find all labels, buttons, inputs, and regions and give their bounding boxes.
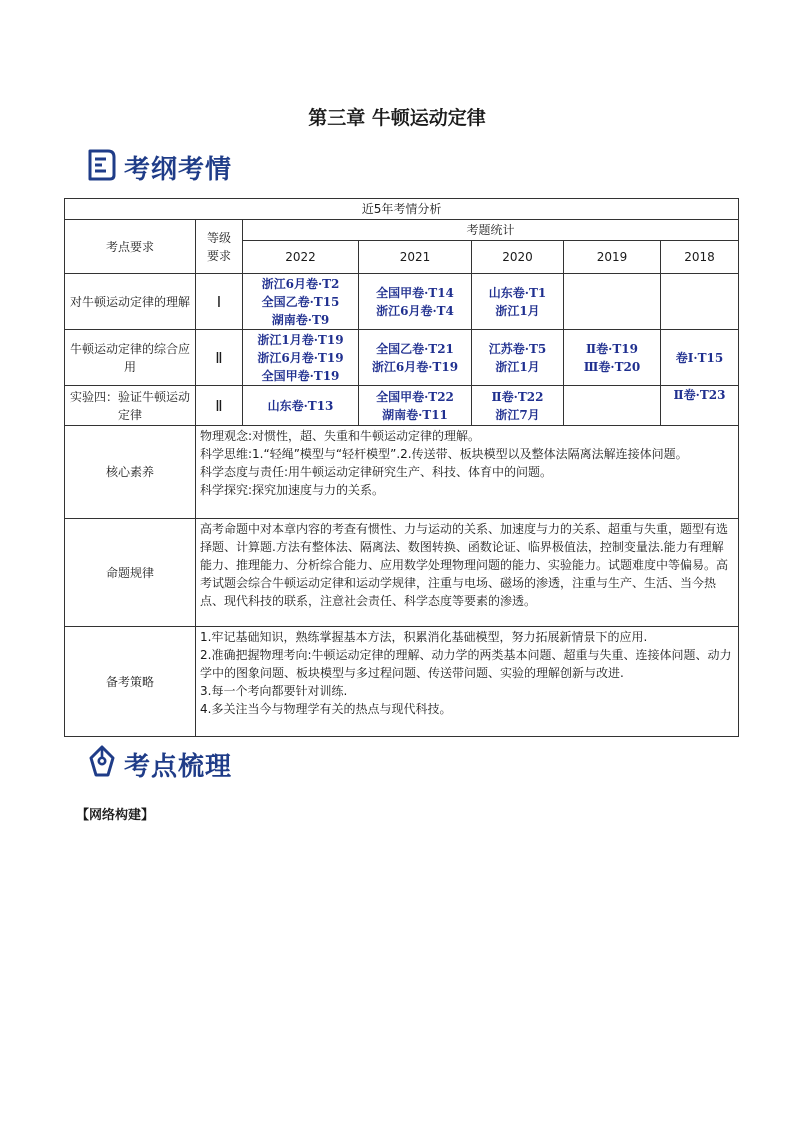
ref-item: 浙江1月 [495, 359, 540, 374]
header-year: 2019 [564, 241, 661, 274]
strategy-line: 4.多关注当今与物理学有关的热点与现代科技。 [200, 702, 452, 716]
topic-cell: 对牛顿运动定律的理解 [65, 274, 196, 330]
topic-cell: 实验四：验证牛顿运动定律 [65, 386, 196, 426]
ref-item: 浙江6月卷·T4 [376, 303, 454, 318]
header-stats: 考题统计 [243, 220, 739, 241]
core-literacy-content [196, 426, 739, 519]
ref-item: 山东卷·T1 [488, 285, 547, 300]
ref-item: 浙江1月 [495, 303, 540, 318]
ref-item: 全国乙卷·T21 [376, 341, 454, 356]
proposition-rule-label: 命题规律 [65, 519, 196, 627]
header-year: 2022 [243, 241, 359, 274]
level-cell: Ⅱ [196, 330, 243, 386]
ref-item: 湖南卷·T11 [382, 407, 448, 422]
table-row [65, 330, 739, 386]
core-line: 科学思维:1.“轻绳”模型与“轻杆模型”.2.传送带、板块模型以及整体法隔离法解连接体问题。 [200, 447, 688, 461]
ref-item: Ⅲ卷·T20 [583, 359, 641, 374]
section-header-syllabus [86, 148, 232, 186]
ref-item: 浙江6月卷·T19 [257, 350, 344, 365]
exam-analysis-table [64, 198, 739, 737]
chapter-title: 第三章 牛顿运动定律 [308, 107, 486, 129]
header-year: 2020 [472, 241, 564, 274]
ref-item: 浙江6月卷·T2 [261, 276, 340, 291]
level-cell: Ⅰ [196, 274, 243, 330]
core-line: 科学态度与责任:用牛顿运动定律研究生产、科技、体育中的问题。 [200, 465, 553, 479]
notepad-icon [86, 148, 118, 186]
strategy-line: 3.每一个考向都要针对训练. [200, 684, 348, 698]
table-caption: 近5年考情分析 [65, 199, 739, 220]
ref-cell [564, 330, 661, 386]
ref-item: 卷Ⅰ·T15 [675, 350, 724, 365]
ref-item: 山东卷·T13 [267, 398, 334, 413]
proposition-rule-content: 高考命题中对本章内容的考查有惯性、力与运动的关系、加速度与力的关系、超重与失重，题型有选择题、计算题.方法有整体法、隔离法、数图转换、函数论证、临界极值法，控制变量法.能力有理解能力、推理能力、分析综合能力、应用数学处理物理问题的能力、实验能力。试题难度中等偏易。高考试题会综合牛顿运动定律和运动学规律，注重与电场、磁场的渗透，注重与生产、生活、当今热点、现代科技的联系，注意社会责任、科学态度等要素的渗透。 [196, 519, 739, 627]
header-requirement: 考点要求 [65, 220, 196, 274]
topic-cell: 牛顿运动定律的综合应用 [65, 330, 196, 386]
ref-cell-empty [564, 386, 661, 426]
pen-nib-icon [86, 744, 118, 784]
ref-item: 浙江6月卷·T19 [371, 359, 459, 374]
ref-cell [359, 274, 472, 330]
ref-item: 全国甲卷·T19 [261, 368, 340, 383]
ref-cell [661, 330, 739, 386]
ref-item: 全国乙卷·T15 [261, 294, 340, 309]
section-header-points [86, 744, 232, 784]
ref-cell [243, 330, 359, 386]
table-row [65, 386, 739, 426]
ref-item: Ⅱ卷·T19 [586, 341, 638, 356]
ref-item: 浙江1月卷·T19 [257, 332, 344, 347]
ref-cell [243, 386, 359, 426]
ref-item: Ⅱ卷·T23 [673, 388, 726, 402]
strategy-line: 1.牢记基础知识，熟练掌握基本方法，积累消化基础模型，努力拓展新情景下的应用. [200, 630, 648, 644]
ref-item: 湖南卷·T9 [271, 312, 330, 327]
header-year: 2018 [661, 241, 739, 274]
ref-item: 江苏卷·T5 [488, 341, 547, 356]
ref-cell [472, 386, 564, 426]
strategy-label: 备考策略 [65, 627, 196, 737]
level-cell: Ⅱ [196, 386, 243, 426]
strategy-line: 2.准确把握物理考向:牛顿运动定律的理解、动力学的两类基本问题、超重与失重、连接体问题、动力学中的图象问题、板块模型与多过程问题、传送带问题、实验的理解创新与改进. [200, 648, 732, 680]
ref-cell [359, 330, 472, 386]
ref-cell [359, 386, 472, 426]
ref-cell-empty [564, 274, 661, 330]
ref-item: 全国甲卷·T14 [376, 285, 454, 300]
network-construction-label: 【网络构建】 [76, 808, 155, 823]
core-line: 科学探究:探究加速度与力的关系。 [200, 483, 385, 497]
core-line: 物理观念:对惯性，超、失重和牛顿运动定律的理解。 [200, 429, 481, 443]
ref-item: Ⅱ卷·T22 [491, 389, 544, 404]
ref-cell-empty [661, 274, 739, 330]
section-title-syllabus: 考纲考情 [124, 154, 233, 185]
header-year: 2021 [359, 241, 472, 274]
strategy-content [196, 627, 739, 737]
core-literacy-label: 核心素养 [65, 426, 196, 519]
ref-cell [243, 274, 359, 330]
ref-cell [472, 330, 564, 386]
header-level: 等级要求 [196, 220, 243, 274]
ref-item: 全国甲卷·T22 [376, 389, 454, 404]
ref-item: 浙江7月 [495, 407, 540, 422]
ref-cell [472, 274, 564, 330]
table-row [65, 274, 739, 330]
section-title-points: 考点梳理 [124, 751, 233, 782]
ref-cell [661, 386, 739, 426]
